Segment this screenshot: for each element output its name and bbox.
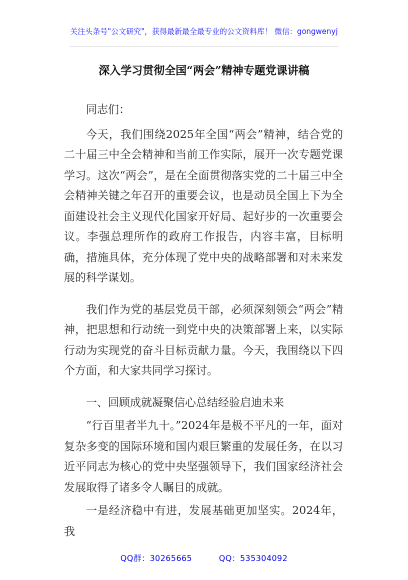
footer-qq-group: QQ群：30265665 [120,554,193,563]
document-title: 深入学习贯彻全国“两会”精神专题党课讲稿 [98,64,310,77]
footer-qq: QQ：535304092 [218,554,288,563]
salutation: 同志们： [86,103,130,116]
paragraph-intro: 今天，我们围绕2025年全国“两会”精神，结合党的二十届三中全会精神和当前工作实际，展开一次专题党课学习。这次“两会”，是在全面贯彻落实党的二十届三中全会精神关键之年召开的重要会议，也是动员全国上下为全面建设社会主义现代化国家开好局、起好步的一次重要会议。李强总理所作的政府工作报告，内容丰富，目标明确，措施具体，充分体现了党中央的战略部署和对未来发展的科学谋划。 [64,127,343,284]
paragraph-study: 我们作为党的基层党员干部，必须深刻领会“两会”精神，把思想和行动统一到党中央的决策部署上来，以实际行动为实现党的奋斗目标贡献力量。今天，我围绕以下四个方面，和大家共同学习探讨。 [64,302,343,377]
header-banner: 关注头条号"公文研究"，获得最新最全最专业的公文资料库！ 微信：gongwenyj [70,27,338,36]
paragraph-review: “行百里者半九十。”2024年是极不平凡的一年，面对复杂多变的国际环境和国内艰巨繁重的发展任务，在以习近平同志为核心的党中央坚强领导下，我们国家经济社会发展取得了诸多令人瞩目的成就。 [64,419,343,494]
paragraph-economy: 一是经济稳中有进，发展基础更加坚实。2024年，我 [64,504,343,538]
section-heading-1: 一、回顾成就凝聚信心总结经验启迪未来 [86,395,284,409]
footer-contact [0,553,408,564]
document-body [64,100,343,553]
header-divider [70,46,338,47]
